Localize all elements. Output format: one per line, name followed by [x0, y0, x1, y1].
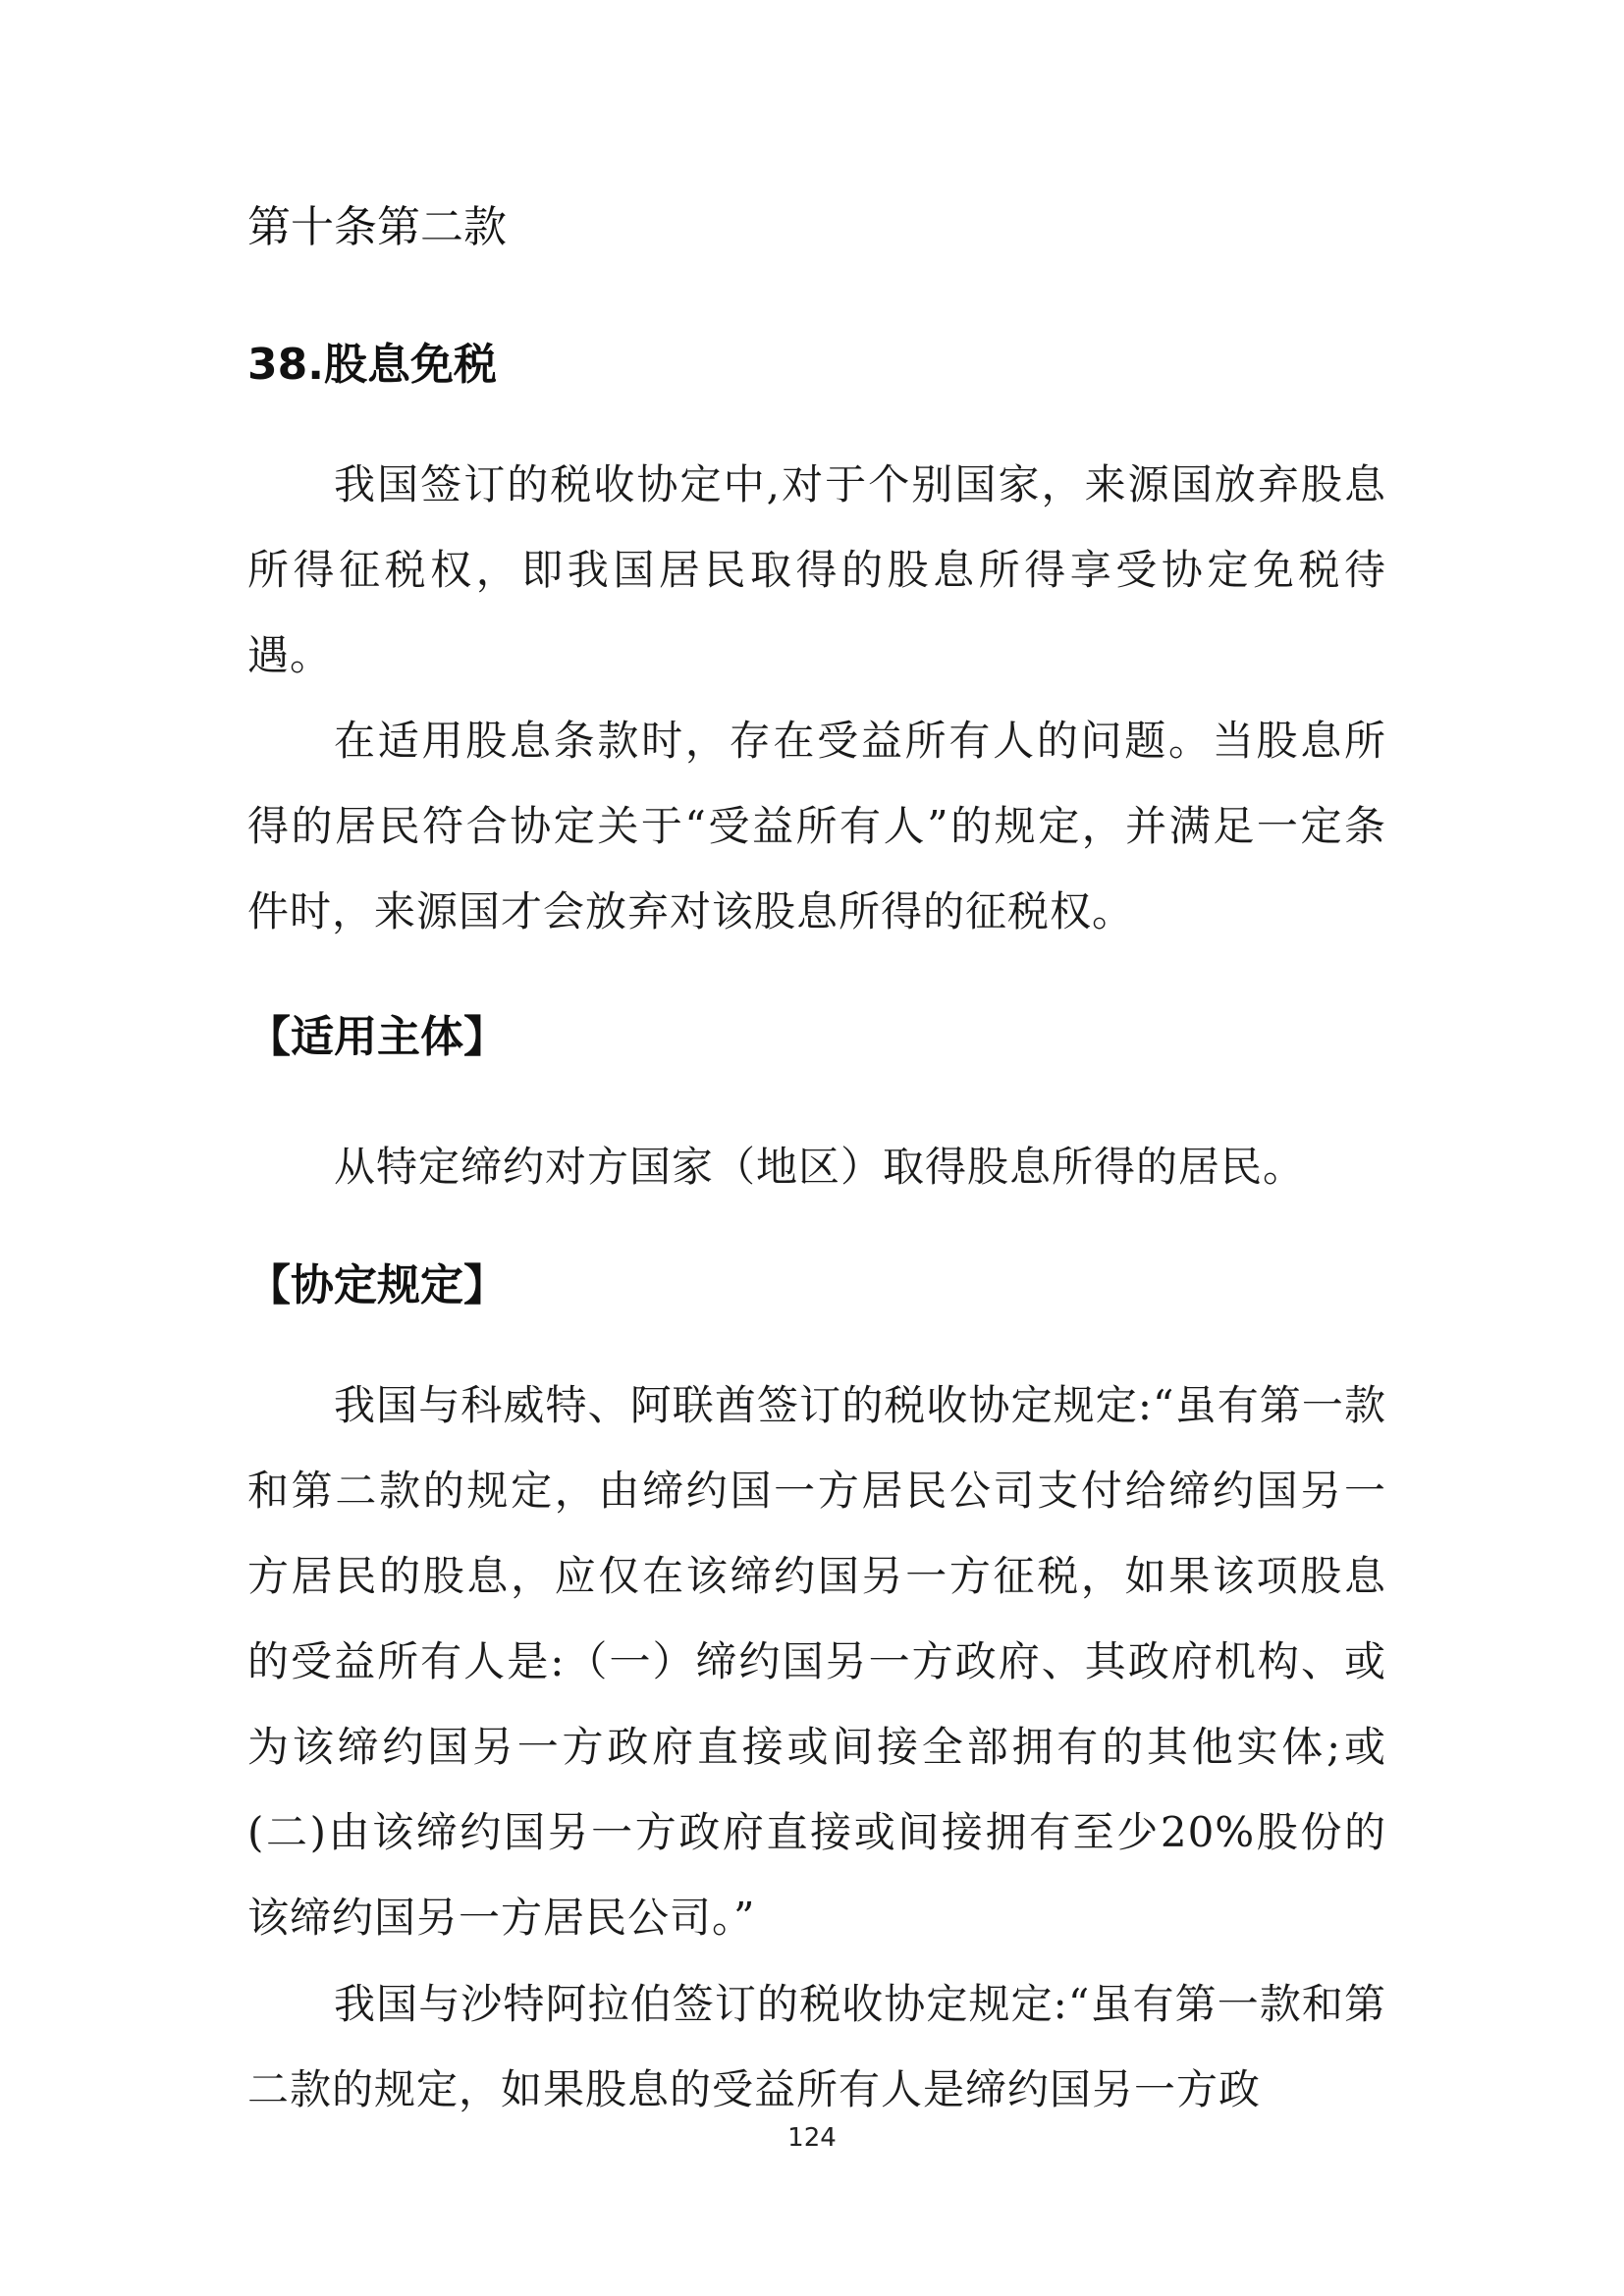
intro-paragraph-2: 在适用股息条款时，存在受益所有人的问题。当股息所得的居民符合协定关于“受益所有人”的规定，并满足一定条件时，来源国才会放弃对该股息所得的征税权。: [247, 717, 1386, 935]
provision-paragraph-1: 我国与科威特、阿联酋签订的税收协定规定:“虽有第一款和第二款的规定，由缔约国一方居民公司支付给缔约国另一方居民的股息，应仅在该缔约国另一方征税，如果该项股息的受益所有人是:（一）缔约国另一方政府、其政府机构、或为该缔约国另一方政府直接或间接全部拥有的其他实体;或(二)由该缔约国另一方政府直接或间接拥有至少20%股份的该缔约国另一方居民公司。”: [247, 1381, 1386, 1942]
clause-heading: 第十条第二款: [247, 202, 507, 252]
subject-heading: 【适用主体】: [247, 1012, 507, 1062]
subject-text: 从特定缔约对方国家（地区）取得股息所得的居民。: [334, 1143, 1306, 1191]
provision-paragraph-2: 我国与沙特阿拉伯签订的税收协定规定:“虽有第一款和第二款的规定，如果股息的受益所有人是缔约国另一方政: [247, 1980, 1386, 2113]
intro-paragraph-1: 我国签订的税收协定中,对于个别国家，来源国放弃股息所得征税权，即我国居民取得的股息所得享受协定免税待遇。: [247, 460, 1386, 679]
provision-heading: 【协定规定】: [247, 1260, 507, 1310]
section-title: 38.股息免税: [247, 340, 497, 390]
page-number: 124: [787, 2123, 837, 2153]
